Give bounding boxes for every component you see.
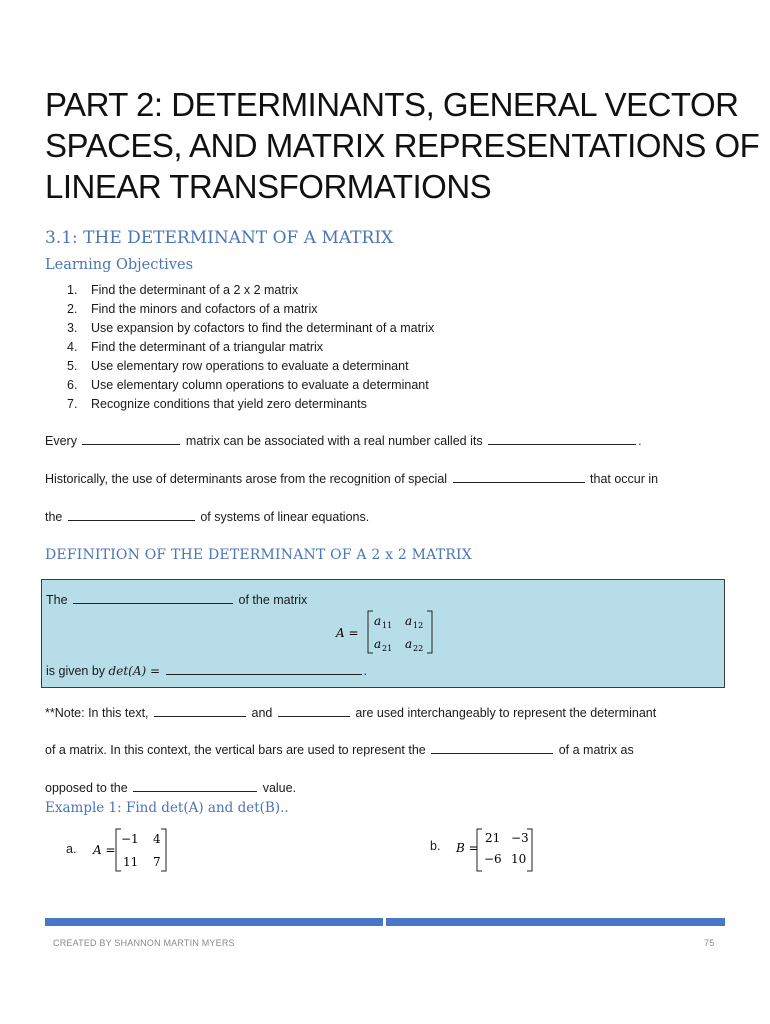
entry-a22-subscript: 22 bbox=[413, 644, 424, 653]
matrix-lhs: A = bbox=[93, 843, 116, 857]
answer-blank[interactable] bbox=[82, 432, 180, 445]
definition-line-2: is given by det(A) = . bbox=[46, 664, 368, 678]
matrix-B-example bbox=[454, 826, 544, 874]
definition-heading: DEFINITION OF THE DETERMINANT OF A 2 x 2 MATRIX bbox=[45, 547, 472, 563]
learning-objectives-heading: Learning Objectives bbox=[45, 257, 194, 273]
entry-a11: −1 bbox=[121, 832, 139, 846]
answer-blank[interactable] bbox=[431, 741, 553, 754]
entry-a11-subscript: 11 bbox=[382, 621, 393, 630]
footer-credit: CREATED BY SHANNON MARTIN MYERS bbox=[53, 938, 235, 948]
entry-a12: 4 bbox=[153, 832, 161, 846]
entry-a21: 11 bbox=[123, 855, 139, 869]
det-A-expression: det(A) = bbox=[108, 664, 161, 678]
answer-blank[interactable] bbox=[488, 432, 636, 445]
list-item: 5. Use elementary row operations to evaluate a determinant bbox=[67, 359, 409, 373]
entry-a21: a bbox=[374, 637, 382, 651]
answer-blank[interactable] bbox=[166, 662, 362, 675]
answer-blank[interactable] bbox=[453, 470, 585, 483]
answer-blank[interactable] bbox=[68, 508, 195, 521]
entry-a11: a bbox=[374, 614, 382, 628]
answer-blank[interactable] bbox=[154, 704, 246, 717]
section-heading: 3.1: THE DETERMINANT OF A MATRIX bbox=[45, 228, 394, 248]
entry-a12: a bbox=[405, 614, 413, 628]
right-bracket bbox=[161, 829, 166, 871]
note-line-3: opposed to the value. bbox=[45, 781, 297, 795]
answer-blank[interactable] bbox=[278, 704, 350, 717]
answer-blank[interactable] bbox=[133, 779, 257, 792]
example-heading: Example 1: Find det(A) and det(B).. bbox=[45, 800, 289, 816]
list-item: 1. Find the determinant of a 2 x 2 matrix bbox=[67, 283, 299, 297]
definition-line-1: The of the matrix bbox=[46, 593, 308, 607]
entry-a22: 7 bbox=[153, 855, 161, 869]
title-line-1: PART 2: DETERMINANTS, GENERAL VECTOR bbox=[45, 86, 739, 123]
footer-bar-left bbox=[45, 918, 383, 926]
title-line-3: LINEAR TRANSFORMATIONS bbox=[45, 168, 492, 205]
example-b-label: b. bbox=[430, 839, 441, 853]
list-item: 2. Find the minors and cofactors of a matrix bbox=[67, 302, 318, 316]
page-number: 75 bbox=[704, 938, 715, 948]
matrix-lhs: A = bbox=[336, 626, 359, 640]
right-bracket bbox=[427, 611, 432, 653]
entry-b22: 10 bbox=[511, 852, 527, 866]
example-a-label: a. bbox=[66, 842, 77, 856]
fill-in-paragraph-3: the of systems of linear equations. bbox=[45, 510, 370, 524]
learning-objectives-list bbox=[67, 281, 434, 414]
fill-in-paragraph-2: Historically, the use of determinants arose from the recognition of special that occur in bbox=[45, 472, 659, 486]
list-item: 6. Use elementary column operations to evaluate a determinant bbox=[67, 378, 429, 392]
left-bracket bbox=[368, 611, 373, 653]
footer-bar-right bbox=[386, 918, 725, 926]
fill-in-paragraph-1: Every matrix can be associated with a real number called its . bbox=[45, 434, 642, 448]
matrix-lhs: B = bbox=[456, 841, 479, 855]
list-item: 4. Find the determinant of a triangular matrix bbox=[67, 340, 324, 354]
definition-box bbox=[41, 579, 725, 688]
entry-a12-subscript: 12 bbox=[413, 621, 424, 630]
matrix-A-example bbox=[90, 826, 180, 874]
entry-b21: −6 bbox=[484, 852, 502, 866]
answer-blank[interactable] bbox=[73, 591, 233, 604]
entry-a22: a bbox=[405, 637, 413, 651]
page-title bbox=[45, 84, 760, 207]
matrix-A-general bbox=[332, 608, 442, 656]
note-line-1: **Note: In this text, and are used interchangeably to represent the determinant bbox=[45, 706, 657, 720]
list-item: 7. Recognize conditions that yield zero determinants bbox=[67, 397, 367, 411]
entry-b11: 21 bbox=[485, 831, 501, 845]
entry-b12: −3 bbox=[511, 831, 529, 845]
note-line-2: of a matrix. In this context, the vertical bars are used to represent the of a matrix as bbox=[45, 743, 634, 757]
entry-a21-subscript: 21 bbox=[382, 644, 393, 653]
list-item: 3. Use expansion by cofactors to find the determinant of a matrix bbox=[67, 321, 435, 335]
title-line-2: SPACES, AND MATRIX REPRESENTATIONS OF bbox=[45, 127, 760, 164]
